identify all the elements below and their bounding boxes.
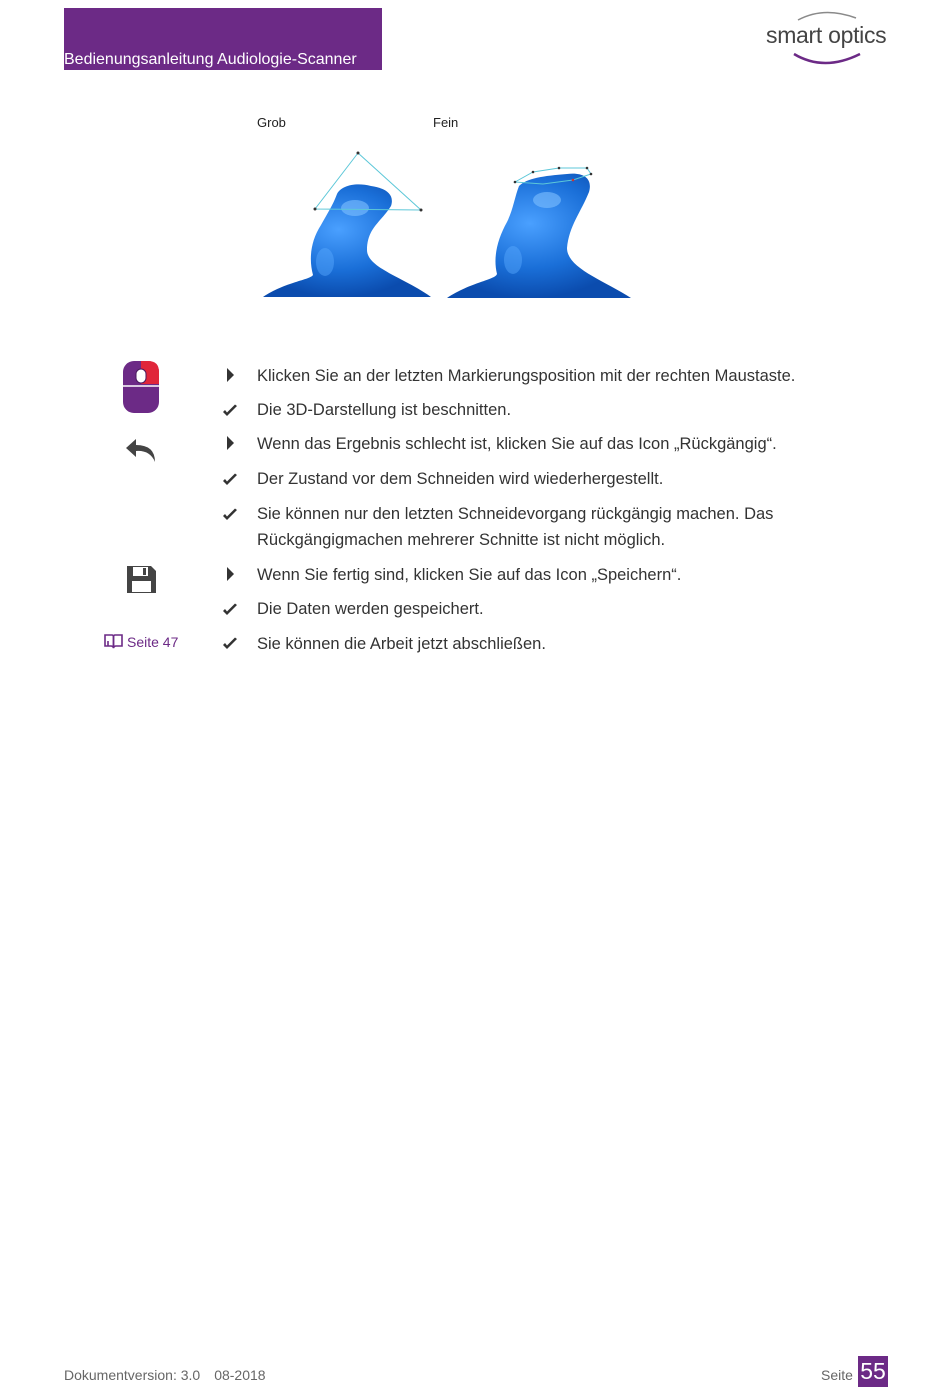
label-coarse: Grob [257, 115, 286, 130]
book-icon [104, 634, 123, 649]
action-arrow-icon [222, 367, 238, 383]
save-icon [126, 565, 157, 594]
step-text: Die 3D-Darstellung ist beschnitten. [257, 401, 512, 419]
step-text: Wenn das Ergebnis schlecht ist, klicken Sie auf das Icon „Rückgängig“. [257, 435, 777, 453]
footer-version [64, 1367, 280, 1383]
step-text: Der Zustand vor dem Schneiden wird wiederhergestellt. [257, 470, 664, 488]
result-check-icon [222, 636, 238, 652]
ear-model-fine-image [443, 150, 633, 300]
document-date: 08-2018 [214, 1367, 266, 1383]
header-bar [64, 8, 382, 70]
step-text: Wenn Sie fertig sind, klicken Sie auf das Icon „Speichern“. [257, 566, 682, 584]
result-check-icon [222, 507, 238, 523]
smart-optics-logo [756, 8, 890, 68]
right-mouse-button-icon [122, 360, 160, 414]
logo-text: smart optics [766, 22, 887, 48]
page-reference-link[interactable] [104, 634, 178, 650]
step-text: Sie können nur den letzten Schneidevorgang rückgängig machen. Das Rückgängigmachen mehrerer Schnitte ist nicht möglich. [257, 505, 774, 549]
result-check-icon [222, 472, 238, 488]
page-reference-text: Seite 47 [127, 634, 179, 650]
page-label: Seite [821, 1367, 853, 1383]
undo-icon [124, 436, 158, 464]
page-number: 55 [858, 1356, 888, 1387]
result-check-icon [222, 602, 238, 618]
label-fine: Fein [433, 115, 459, 130]
step-text: Sie können die Arbeit jetzt abschließen. [257, 635, 546, 653]
action-arrow-icon [222, 566, 238, 582]
document-title: Bedienungsanleitung Audiologie-Scanner [64, 51, 357, 68]
result-check-icon [222, 403, 238, 419]
step-text: Die Daten werden gespeichert. [257, 600, 484, 618]
step-text: Klicken Sie an der letzten Markierungsposition mit der rechten Maustaste. [257, 367, 796, 385]
action-arrow-icon [222, 435, 238, 451]
document-version: Dokumentversion: 3.0 [64, 1367, 201, 1383]
ear-model-coarse-image [255, 150, 435, 300]
